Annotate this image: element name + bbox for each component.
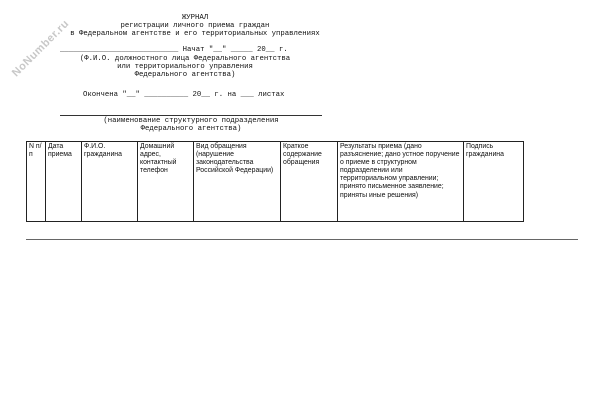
official-name-caption-2: или территориального управления: [117, 63, 253, 71]
department-line: [60, 115, 322, 116]
official-name-caption: (Ф.И.О. должностного лица Федерального агентства: [79, 55, 291, 63]
journal-subtitle-2: в Федеральном агентстве и его территориальных управлениях: [70, 30, 320, 38]
journal-subtitle: регистрации личного приема граждан: [120, 22, 270, 30]
column-header-summary: Краткое содержание обращения: [281, 142, 338, 222]
registration-table: [26, 141, 524, 222]
column-header-date: Дата приема: [46, 142, 82, 222]
column-header-request-type: Вид обращения (нарушение законодательства Российской Федерации): [194, 142, 281, 222]
column-header-name: Ф.И.О. гражданина: [82, 142, 138, 222]
journal-title: ЖУРНАЛ: [181, 14, 209, 22]
started-line: ___________________________ Начат "__" _____ 20__ г.: [60, 46, 288, 54]
table-header-row: [27, 142, 524, 222]
column-header-results: Результаты приема (дано разъяснение; дано устное поручение о приеме в структурном подразделении или территориальном управлении; принято письменное заявление; приняты иные решения): [338, 142, 464, 222]
column-header-number: N п/п: [27, 142, 46, 222]
column-header-signature: Подпись гражданина: [464, 142, 524, 222]
finished-line: Окончена "__" __________ 20__ г. на ___ листах: [83, 91, 285, 99]
department-caption-2: Федерального агентства): [140, 125, 242, 133]
watermark: NoNumber.ru: [9, 17, 72, 80]
department-caption: (наименование структурного подразделения: [103, 117, 279, 125]
column-header-address: Домашний адрес, контактный телефон: [138, 142, 194, 222]
page-bottom-rule: [26, 239, 578, 240]
official-name-caption-3: Федерального агентства): [134, 71, 236, 79]
